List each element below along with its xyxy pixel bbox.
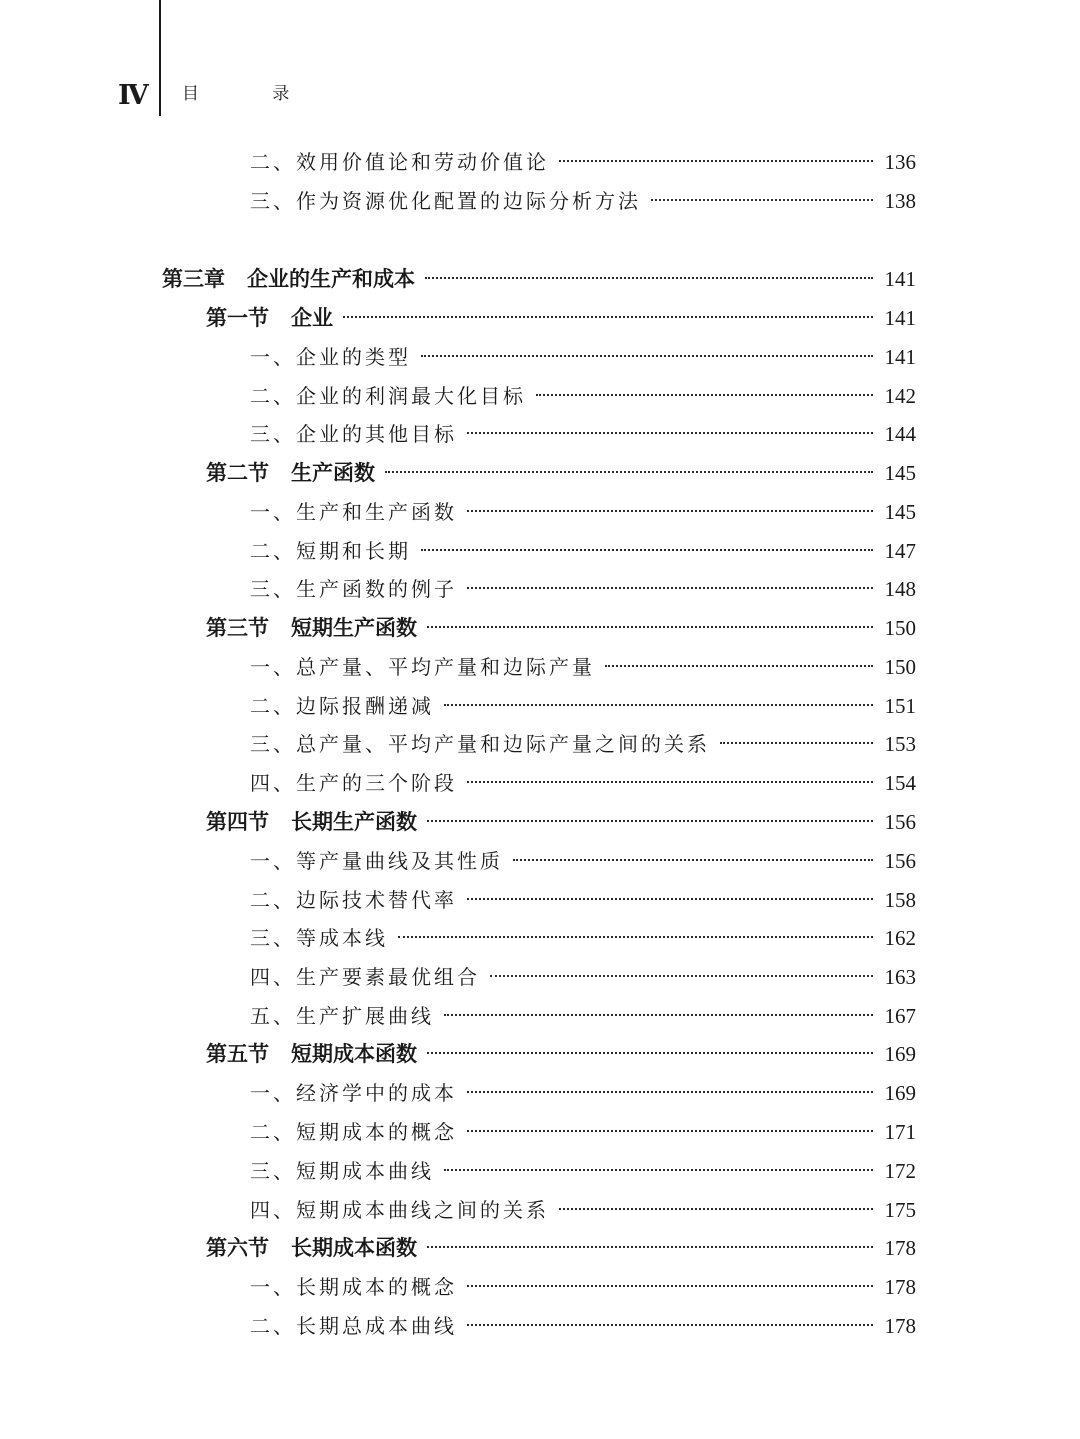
dot-leader bbox=[605, 665, 873, 667]
toc-section-number: 第三节 bbox=[206, 615, 269, 640]
toc-item-label: 三、短期成本曲线 bbox=[250, 1159, 434, 1183]
toc-section-heading bbox=[206, 1037, 417, 1071]
toc-section bbox=[206, 1231, 916, 1265]
toc-item-label: 二、边际技术替代率 bbox=[250, 888, 457, 912]
toc-item bbox=[250, 184, 916, 218]
dot-leader bbox=[467, 432, 873, 434]
toc-page-number: 147 bbox=[884, 539, 916, 563]
toc-section-title: 长期成本函数 bbox=[291, 1235, 417, 1260]
dot-leader bbox=[467, 587, 873, 589]
page-number: Ⅳ bbox=[118, 80, 149, 110]
dot-leader bbox=[490, 975, 873, 977]
toc-item bbox=[250, 960, 916, 994]
toc-page-number: 178 bbox=[884, 1236, 916, 1260]
toc-page-number: 150 bbox=[884, 655, 916, 679]
running-title: 目 录 bbox=[182, 84, 324, 104]
toc-page-number: 158 bbox=[884, 888, 916, 912]
toc-section-title: 长期生产函数 bbox=[291, 809, 417, 834]
toc-page-number: 150 bbox=[884, 616, 916, 640]
toc-item bbox=[250, 650, 916, 684]
toc-section-number: 第五节 bbox=[206, 1041, 269, 1066]
toc-section-number: 第一节 bbox=[206, 305, 269, 330]
toc-section-heading bbox=[206, 805, 417, 839]
toc-item-label: 三、生产函数的例子 bbox=[250, 577, 457, 601]
toc-page-number: 178 bbox=[884, 1314, 916, 1338]
toc-section-title: 短期生产函数 bbox=[291, 615, 417, 640]
toc-item bbox=[250, 417, 916, 451]
toc-section-heading bbox=[206, 1231, 417, 1265]
dot-leader bbox=[427, 1052, 873, 1054]
toc-item-label: 三、作为资源优化配置的边际分析方法 bbox=[250, 189, 641, 213]
toc-page-number: 151 bbox=[884, 694, 916, 718]
toc-item-label: 二、短期成本的概念 bbox=[250, 1120, 457, 1144]
toc-item-label: 三、企业的其他目标 bbox=[250, 422, 457, 446]
toc-page-number: 138 bbox=[884, 189, 916, 213]
toc-section-title: 生产函数 bbox=[291, 460, 375, 485]
toc-section-heading bbox=[206, 301, 333, 335]
toc-item bbox=[250, 1076, 916, 1110]
toc-section-title: 企业 bbox=[291, 305, 333, 330]
toc-chapter bbox=[162, 262, 916, 296]
dot-leader bbox=[467, 1130, 873, 1132]
toc-section-number: 第六节 bbox=[206, 1235, 269, 1260]
toc-page-number: 141 bbox=[884, 267, 916, 291]
toc-item bbox=[250, 379, 916, 413]
toc-page-number: 167 bbox=[884, 1004, 916, 1028]
dot-leader bbox=[467, 898, 873, 900]
toc-page-number: 156 bbox=[884, 849, 916, 873]
toc-section-heading bbox=[206, 456, 375, 490]
toc-page-number: 156 bbox=[884, 810, 916, 834]
toc-page-number: 145 bbox=[884, 461, 916, 485]
toc-chapter-heading bbox=[162, 262, 415, 296]
toc-item bbox=[250, 1193, 916, 1227]
dot-leader bbox=[421, 355, 873, 357]
toc-section bbox=[206, 301, 916, 335]
toc-item-label: 二、企业的利润最大化目标 bbox=[250, 384, 526, 408]
dot-leader bbox=[343, 316, 873, 318]
toc-chapter-title: 企业的生产和成本 bbox=[247, 266, 415, 291]
toc-item-label: 五、生产扩展曲线 bbox=[250, 1004, 434, 1028]
toc-item bbox=[250, 921, 916, 955]
dot-leader bbox=[427, 626, 873, 628]
dot-leader bbox=[444, 1014, 873, 1016]
toc-page-number: 144 bbox=[884, 422, 916, 446]
dot-leader bbox=[444, 1169, 873, 1171]
toc-item bbox=[250, 883, 916, 917]
toc-page-number: 148 bbox=[884, 577, 916, 601]
dot-leader bbox=[444, 704, 873, 706]
toc-page-number: 141 bbox=[884, 345, 916, 369]
toc-item-label: 一、生产和生产函数 bbox=[250, 500, 457, 524]
toc-item-label: 一、等产量曲线及其性质 bbox=[250, 849, 503, 873]
toc-section bbox=[206, 805, 916, 839]
toc-page-number: 136 bbox=[884, 150, 916, 174]
header-rule bbox=[159, 0, 161, 116]
dot-leader bbox=[467, 781, 873, 783]
toc-section-heading bbox=[206, 611, 417, 645]
toc-item-label: 一、企业的类型 bbox=[250, 345, 411, 369]
dot-leader bbox=[467, 1091, 873, 1093]
toc-item bbox=[250, 534, 916, 568]
toc-item-label: 一、经济学中的成本 bbox=[250, 1081, 457, 1105]
toc-item-label: 四、生产要素最优组合 bbox=[250, 965, 480, 989]
toc-page-number: 142 bbox=[884, 384, 916, 408]
dot-leader bbox=[513, 859, 873, 861]
toc-section bbox=[206, 1037, 916, 1071]
dot-leader bbox=[536, 394, 873, 396]
dot-leader bbox=[385, 471, 873, 473]
toc-item-label: 二、长期总成本曲线 bbox=[250, 1314, 457, 1338]
toc-item bbox=[250, 844, 916, 878]
toc-item bbox=[250, 1154, 916, 1188]
dot-leader bbox=[559, 1208, 873, 1210]
dot-leader bbox=[421, 549, 873, 551]
toc-page-number: 171 bbox=[884, 1120, 916, 1144]
toc-section-number: 第四节 bbox=[206, 809, 269, 834]
toc-item bbox=[250, 727, 916, 761]
toc-page-number: 169 bbox=[884, 1042, 916, 1066]
toc-item bbox=[250, 495, 916, 529]
toc-page-number: 175 bbox=[884, 1198, 916, 1222]
toc-item-label: 一、长期成本的概念 bbox=[250, 1275, 457, 1299]
dot-leader bbox=[467, 1324, 873, 1326]
toc-item bbox=[250, 689, 916, 723]
toc-page-number: 163 bbox=[884, 965, 916, 989]
toc-item-label: 三、总产量、平均产量和边际产量之间的关系 bbox=[250, 732, 710, 756]
toc-item bbox=[250, 340, 916, 374]
toc-section-number: 第二节 bbox=[206, 460, 269, 485]
toc-item bbox=[250, 999, 916, 1033]
dot-leader bbox=[559, 160, 873, 162]
toc-chapter-number: 第三章 bbox=[162, 266, 225, 291]
toc-page-number: 141 bbox=[884, 306, 916, 330]
dot-leader bbox=[427, 820, 873, 822]
dot-leader bbox=[651, 199, 873, 201]
toc-section bbox=[206, 456, 916, 490]
toc-item-label: 二、效用价值论和劳动价值论 bbox=[250, 150, 549, 174]
toc-item-label: 二、边际报酬递减 bbox=[250, 694, 434, 718]
toc-page-number: 153 bbox=[884, 732, 916, 756]
toc-page-number: 145 bbox=[884, 500, 916, 524]
dot-leader bbox=[467, 510, 873, 512]
toc-page-number: 162 bbox=[884, 926, 916, 950]
toc-item-label: 四、短期成本曲线之间的关系 bbox=[250, 1198, 549, 1222]
toc-page-number: 178 bbox=[884, 1275, 916, 1299]
toc-page-number: 154 bbox=[884, 771, 916, 795]
dot-leader bbox=[427, 1246, 873, 1248]
toc-item bbox=[250, 145, 916, 179]
toc-item bbox=[250, 766, 916, 800]
dot-leader bbox=[425, 277, 873, 279]
dot-leader bbox=[398, 936, 873, 938]
toc-item bbox=[250, 1309, 916, 1343]
toc-item-label: 二、短期和长期 bbox=[250, 539, 411, 563]
toc-section bbox=[206, 611, 916, 645]
dot-leader bbox=[467, 1285, 873, 1287]
toc-page-number: 169 bbox=[884, 1081, 916, 1105]
toc-item-label: 一、总产量、平均产量和边际产量 bbox=[250, 655, 595, 679]
toc-item-label: 三、等成本线 bbox=[250, 926, 388, 950]
toc-item bbox=[250, 1115, 916, 1149]
toc-page-number: 172 bbox=[884, 1159, 916, 1183]
toc-item bbox=[250, 572, 916, 606]
toc-section-title: 短期成本函数 bbox=[291, 1041, 417, 1066]
toc-item bbox=[250, 1270, 916, 1304]
toc-item-label: 四、生产的三个阶段 bbox=[250, 771, 457, 795]
dot-leader bbox=[720, 742, 873, 744]
